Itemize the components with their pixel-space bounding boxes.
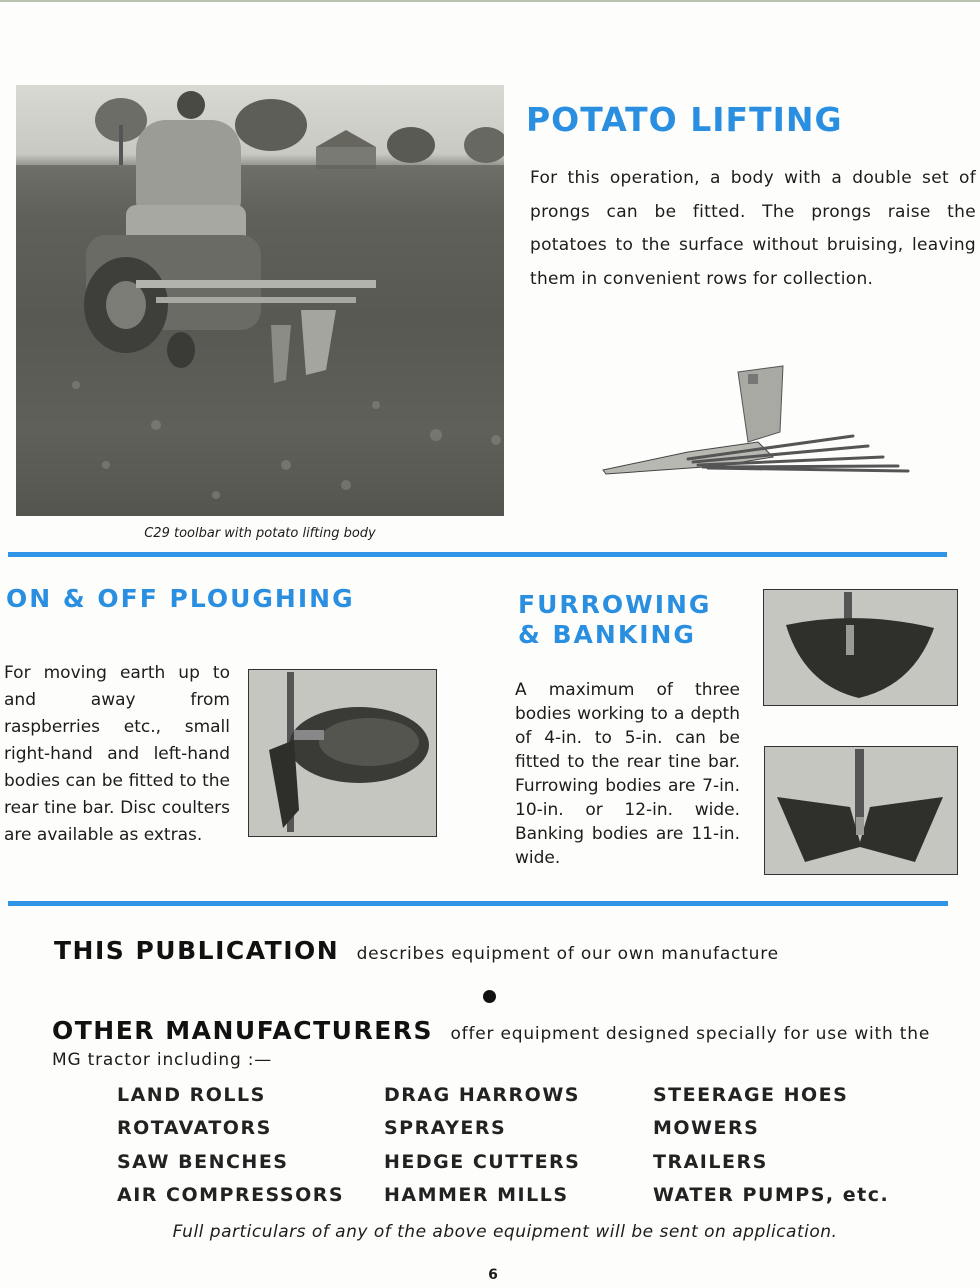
- list-item: ROTAVATORS: [117, 1117, 272, 1140]
- equipment-list-column-1: [117, 1081, 344, 1214]
- furrowing-title-line1: FURROWING: [518, 590, 712, 619]
- potato-lifting-title: POTATO LIFTING: [526, 100, 843, 139]
- list-item: HAMMER MILLS: [384, 1183, 569, 1206]
- ploughing-body-image: [248, 669, 437, 837]
- list-item: TRAILERS: [653, 1150, 768, 1173]
- photo-caption: C29 toolbar with potato lifting body: [144, 526, 376, 541]
- list-item: LAND ROLLS: [117, 1084, 266, 1106]
- furrowing-body-image: [763, 589, 958, 706]
- list-item: DRAG HARROWS: [384, 1084, 580, 1106]
- list-item: MOWERS: [653, 1117, 760, 1140]
- other-manufacturers-line: [52, 1018, 942, 1073]
- other-manufacturers-text: offer equipment designed specially for use with the MG tractor including :—: [52, 1024, 931, 1070]
- equipment-list-column-3: [653, 1081, 889, 1214]
- ploughing-text: For moving earth up to and away from raspberries etc., small right-hand and left-hand bodies can be fitted to the rear tine bar. Disc coulters are available as extras.: [4, 663, 230, 845]
- banking-body-image: [764, 746, 958, 875]
- footer-note: Full particulars of any of the above equipment will be sent on application.: [172, 1222, 838, 1242]
- publication-text: describes equipment of our own manufacture: [356, 944, 779, 964]
- publication-heading: THIS PUBLICATION: [54, 936, 340, 965]
- potato-lifting-text: For this operation, a body with a double set of prongs can be fitted. The prongs raise the potatoes to the surface without bruising, leaving them in convenient rows for collection.: [530, 168, 976, 289]
- list-item: SPRAYERS: [384, 1117, 507, 1140]
- section-divider: [8, 901, 948, 906]
- potato-lifting-body-illustration: [598, 362, 916, 480]
- tractor-photo: [16, 85, 504, 516]
- list-item: STEERAGE HOES: [653, 1084, 849, 1106]
- list-item: AIR COMPRESSORS: [117, 1183, 345, 1206]
- other-manufacturers-heading: OTHER MANUFACTURERS: [52, 1016, 434, 1045]
- furrowing-banking-text: A maximum of three bodies working to a depth of 4-in. to 5-in. can be fitted to the rear tine bar. Furrowing bodies are 7-in. 10-in. or 12-in. wide. Banking bodies are 11-in. wide.: [515, 680, 740, 868]
- section-divider: [8, 552, 947, 557]
- ploughing-title: ON & OFF PLOUGHING: [6, 584, 355, 613]
- page-number: 6: [488, 1267, 498, 1283]
- equipment-list-column-2: [384, 1081, 580, 1214]
- top-border: [0, 0, 980, 2]
- publication-line: [54, 936, 779, 965]
- bullet-separator: [483, 990, 496, 1003]
- furrowing-title-line2: & BANKING: [518, 620, 696, 649]
- furrowing-banking-title: [518, 590, 711, 650]
- list-item: HEDGE CUTTERS: [384, 1150, 581, 1173]
- list-item: WATER PUMPS, etc.: [653, 1183, 890, 1206]
- list-item: SAW BENCHES: [117, 1150, 289, 1173]
